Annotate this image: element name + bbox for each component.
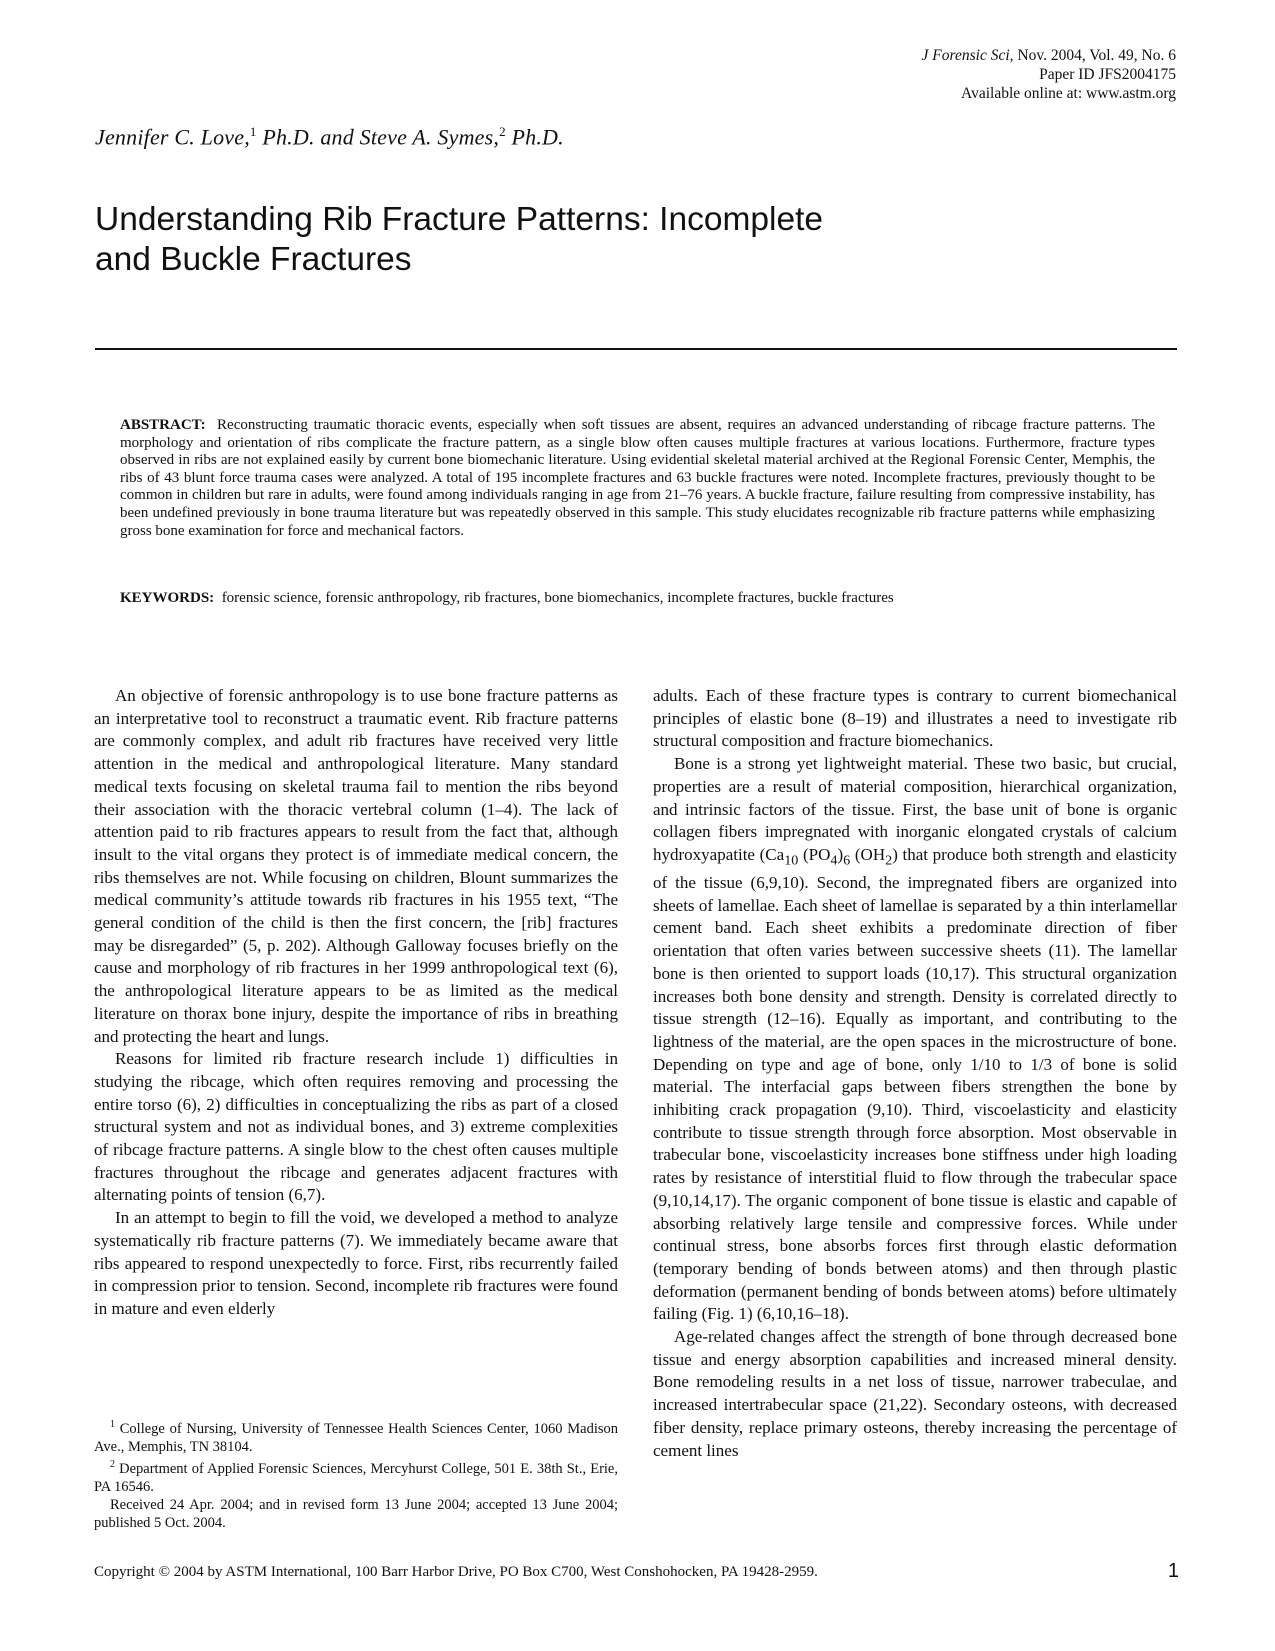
footnote-2-mark: 2: [110, 1458, 115, 1470]
subscript: 10: [784, 852, 799, 869]
abstract-label: ABSTRACT:: [120, 417, 206, 433]
journal-header: [922, 46, 1176, 103]
body-paragraph: adults. Each of these fracture types is contrary to current biomechanical principles of elastic bone (8–19) and illustrates a need to investigate rib structural composition and fracture biomechanics.: [653, 686, 1177, 751]
author-line: [95, 124, 564, 150]
footnote-1-text: College of Nursing, University of Tennessee Health Sciences Center, 1060 Madison Ave., Memphis, TN 38104.: [94, 1420, 618, 1455]
received-dates: Received 24 Apr. 2004; and in revised form 13 June 2004; accepted 13 June 2004; published 5 Oct. 2004.: [94, 1496, 618, 1531]
journal-name: J Forensic Sci,: [921, 47, 1014, 64]
body-column-right: [653, 685, 1177, 1462]
author-2: Ph.D. and Steve A. Symes,: [256, 124, 500, 150]
keywords: [120, 589, 1155, 607]
keywords-text: forensic science, forensic anthropology, rib fractures, bone biomechanics, incomplete fractures, buckle fractures: [221, 590, 894, 606]
title-divider: [95, 348, 1177, 350]
body-text-segment: (PO: [798, 844, 831, 864]
footnote-2: [94, 1456, 618, 1496]
keywords-label: KEYWORDS:: [120, 590, 215, 606]
body-paragraph: Age-related changes affect the strength of bone through decreased bone tissue and energy absorption capabilities and increased mineral density. Bone remodeling results in a net loss of tissue, narrower trabeculae, and increased intertrabecular space (21,22). Secondary osteons, with decreased fiber density, replace primary osteons, thereby increasing the percentage of cement lines: [653, 1327, 1177, 1460]
body-paragraph: An objective of forensic anthropology is to use bone fracture patterns as an interpretative tool to reconstruct a traumatic event. Rib fracture patterns are commonly complex, and adult rib fractures have received very little attention in the medical and anthropological literature. Many standard medical texts focusing on skeletal trauma fail to mention the ribs beyond their association with the thoracic vertebral column (1–4). The lack of attention paid to rib fractures appears to result from the fact that, although insult to the vital organs they protect is of immediate medical concern, the ribs themselves are not. While focusing on children, Blount summarizes the medical community’s attitude towards rib fractures in his 1955 text, “The general condition of the child is then the first concern, the [rib] fractures may be disregarded” (5, p. 202). Although Galloway focuses briefly on the cause and morphology of rib fractures in her 1999 anthropological text (6), the anthropological literature appears to be as limited as the medical literature on thorax bone injury, despite the importance of ribs in breathing and protecting the heart and lungs.: [94, 686, 618, 1046]
body-paragraph: In an attempt to begin to fill the void, we developed a method to analyze systematically rib fracture patterns (7). We immediately became aware that ribs appeared to respond unexpectedly to force. First, ribs recurrently failed in compression prior to tension. Second, incomplete rib fractures were found in mature and even elderly: [94, 1208, 618, 1318]
footnote-2-text: Department of Applied Forensic Sciences, Mercyhurst College, 501 E. 38th St., Erie, PA 16546.: [94, 1460, 618, 1495]
page-number: 1: [1167, 1560, 1179, 1582]
author-2-affiliation-mark: 2: [499, 124, 506, 139]
body-text-segment: ): [837, 844, 844, 864]
paper-id: Paper ID JFS2004175: [1039, 66, 1176, 83]
footnote-1-mark: 1: [110, 1419, 115, 1430]
footnotes: [94, 1416, 618, 1532]
title-line-1: Understanding Rib Fracture Patterns: Incomplete: [95, 201, 824, 238]
footnote-1: [94, 1416, 618, 1456]
title-line-2: and Buckle Fractures: [95, 241, 412, 278]
body-text-segment: ) that produce both strength and elasticity of the tissue (6,9,10). Second, the impregnated fibers are organized into sheets of lamellae. Each sheet of lamellae is separated by a thin interlamellar cement band. Each sheet exhibits a predominate direction of fiber orientation that often varies between successive sheets (11). The lamellar bone is then oriented to support loads (10,17). This structural organization increases both bone density and strength. Density is correlated directly to tissue strength (12–16). Equally as important, and contributing to the lightness of the material, are the open spaces in the microstructure of bone. Depending on type and age of bone, only 1/10 to 1/3 of bone is solid material. The interfacial gaps between fibers strengthen the bone by inhibiting crack propagation (9,10). Third, viscoelasticity and elasticity contribute to tissue strength through force absorption. Most observable in trabecular bone, viscoelasticity increases bone stiffness under high loading rates by resistance of interstitial fluid to flow through the trabecular space (9,10,14,17). The organic component of bone tissue is elastic and capable of absorbing relatively large tensile and compressive forces. While under continual stress, bone absorbs forces first through elastic deformation (temporary bending of bonds between atoms) and then through plastic deformation (permanent bending of bonds between atoms) before ultimately failing (Fig. 1) (6,10,16–18).: [653, 844, 1178, 1324]
abstract: [120, 417, 1155, 540]
page-footer: [94, 1560, 1179, 1582]
paper-title: [95, 200, 995, 280]
body-paragraph: Reasons for limited rib fracture research include 1) difficulties in studying the ribcage, which often requires removing and processing the entire torso (6), 2) difficulties in conceptualizing the ribs as part of a closed structural system and not as individual bones, and 3) extreme complexities of ribcage fracture patterns. A single blow to the chest often causes multiple fractures throughout the ribcage and generates adjacent fractures with alternating points of tension (6,7).: [94, 1049, 618, 1205]
journal-citation: [922, 46, 1176, 65]
abstract-text: Reconstructing traumatic thoracic events, especially when soft tissues are absent, requires an advanced understanding of ribcage fracture patterns. The morphology and orientation of ribs complicate the fracture pattern, as a single blow often causes multiple fractures at various locations. Furthermore, fracture types observed in ribs are not explained easily by current bone biomechanic literature. Using evidential skeletal material archived at the Regional Forensic Center, Memphis, the ribs of 43 blunt force trauma cases were analyzed. A total of 195 incomplete fractures and 63 buckle fractures were noted. Incomplete fractures, previously thought to be common in children but rare in adults, were found among individuals ranging in age from 21–76 years. A buckle fracture, failure resulting from compressive instability, has been undefined previously in bone trauma literature but was repeatedly observed in this sample. This study elucidates recognizable rib fracture patterns while emphasizing gross bone examination for force and mechanical factors.: [120, 417, 1156, 539]
online-availability: Available online at: www.astm.org: [961, 85, 1176, 102]
author-2-degree: Ph.D.: [505, 124, 564, 150]
subscript: 2: [885, 852, 893, 869]
body-paragraph: [653, 753, 1177, 1326]
copyright-notice: Copyright © 2004 by ASTM International, 100 Barr Harbor Drive, PO Box C700, West Conshohocken, PA 19428-2959.: [94, 1564, 818, 1580]
body-text-segment: Bone is a strong yet lightweight material. These two basic, but crucial, properties are a result of material composition, hierarchical organization, and intrinsic factors of the tissue. First, the base unit of bone is organic collagen fibers impregnated with inorganic elongated crystals of calcium hydroxyapatite (Ca: [653, 754, 1177, 864]
subscript: 6: [843, 852, 851, 869]
subscript: 4: [830, 852, 838, 869]
author-1-affiliation-mark: 1: [249, 124, 257, 139]
body-text-segment: (OH: [850, 844, 886, 864]
author-1: Jennifer C. Love,: [95, 124, 250, 150]
journal-issue: Nov. 2004, Vol. 49, No. 6: [1013, 47, 1176, 64]
body-column-left: [94, 685, 618, 1321]
